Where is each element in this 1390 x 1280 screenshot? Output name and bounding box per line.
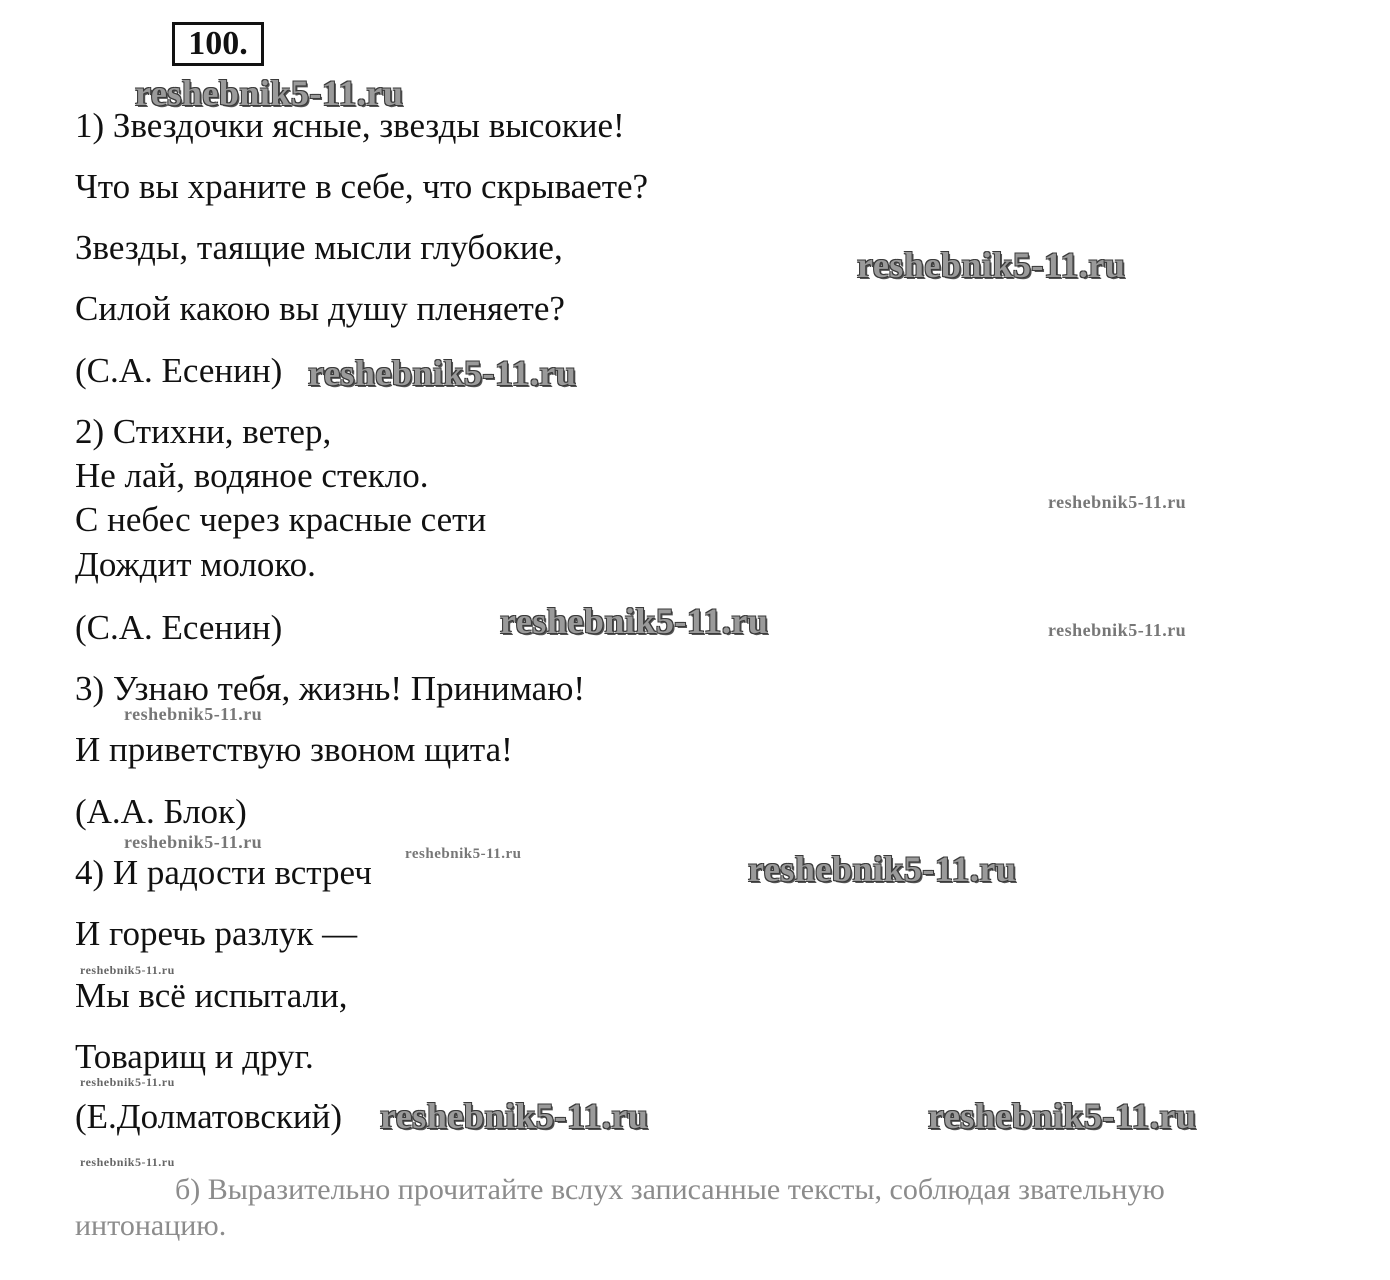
poem-4-line-2: И горечь разлук —: [75, 914, 358, 953]
watermark: reshebnik5-11.ru: [80, 1075, 175, 1089]
poem-2-line-3: С небес через красные сети: [75, 500, 487, 539]
poem-4-author: (Е.Долматовский): [75, 1097, 343, 1136]
watermark: reshebnik5-11.ru: [405, 846, 522, 862]
poem-2-line-1: 2) Стихни, ветер,: [75, 412, 332, 451]
exercise-number: 100.: [172, 22, 264, 66]
poem-1-line-1: 1) Звездочки ясные, звезды высокие!: [75, 106, 625, 145]
poem-1-line-3: Звезды, таящие мысли глубокие,: [75, 228, 563, 267]
poem-2-author: (С.А. Есенин): [75, 608, 283, 647]
watermark: reshebnik5-11.ru: [135, 73, 404, 113]
poem-3-line-2: И приветствую звоном щита!: [75, 730, 513, 769]
watermark: reshebnik5-11.ru: [500, 601, 769, 641]
watermark: reshebnik5-11.ru: [80, 1155, 175, 1169]
poem-4-line-3: Мы всё испытали,: [75, 976, 348, 1015]
poem-2-line-4: Дождит молоко.: [75, 545, 316, 584]
poem-4-line-1: 4) И радости встреч: [75, 853, 372, 892]
watermark: reshebnik5-11.ru: [748, 849, 1017, 889]
poem-1-author: (С.А. Есенин): [75, 351, 283, 390]
task-instruction: б) Выразительно прочитайте вслух записанные тексты, соблюдая звательную интонацию.: [75, 1173, 1165, 1242]
watermark: reshebnik5-11.ru: [928, 1096, 1197, 1136]
poem-4-line-4: Товарищ и друг.: [75, 1037, 314, 1076]
watermark: reshebnik5-11.ru: [124, 704, 263, 724]
watermark: reshebnik5-11.ru: [1048, 620, 1187, 640]
watermark: reshebnik5-11.ru: [124, 832, 263, 852]
poem-2-line-2: Не лай, водяное стекло.: [75, 456, 429, 495]
poem-1-line-4: Силой какою вы душу пленяете?: [75, 289, 565, 328]
watermark: reshebnik5-11.ru: [857, 245, 1126, 285]
poem-1-line-2: Что вы храните в себе, что скрываете?: [75, 167, 649, 206]
watermark: reshebnik5-11.ru: [308, 353, 577, 393]
watermark: reshebnik5-11.ru: [380, 1096, 649, 1136]
watermark: reshebnik5-11.ru: [1048, 492, 1187, 512]
poem-3-author: (А.А. Блок): [75, 792, 247, 831]
watermark: reshebnik5-11.ru: [80, 963, 175, 977]
poem-3-line-1: 3) Узнаю тебя, жизнь! Принимаю!: [75, 669, 586, 708]
